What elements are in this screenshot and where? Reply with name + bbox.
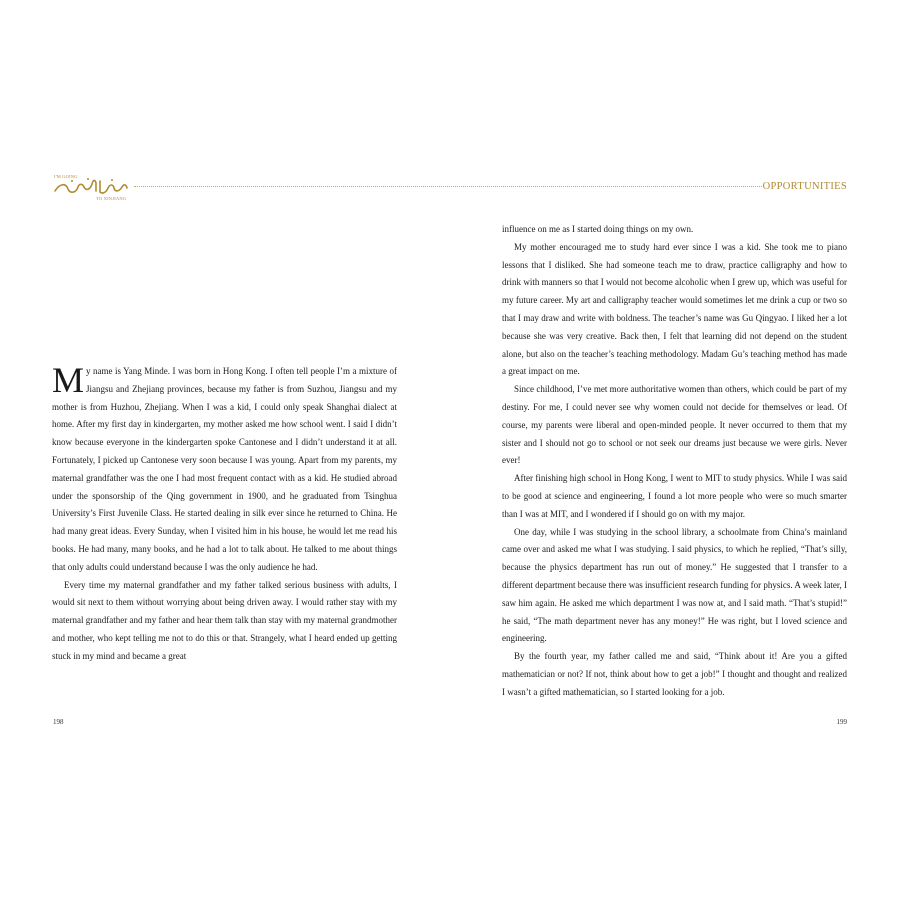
- page-number-left: 198: [53, 718, 64, 726]
- paragraph: My name is Yang Minde. I was born in Hong Kong. I often tell people I’m a mixture of Jiangsu and Zhejiang provinces, because my father is from Suzhou, Jiangsu and my mother is from Huzhou, Zhejiang. When I was a kid, I could only speak Shanghai dialect at home. After my first day in kindergarten, my mother asked me how school went. I said I didn’t know because everyone in the kindergarten spoke Cantonese and I didn’t understand it at all. Fortunately, I picked up Cantonese very soon because I was young. Apart from my parents, my maternal grandfather was the one I had most frequent contact with as a kid. He studied abroad under the sponsorship of the Qing government in 1900, and he graduated from Tsinghua University’s First Juvenile Class. He started dealing in silk ever since he returned to China. He had many great ideas. Every Sunday, when I visited him in his house, he would let me read his books. He had many, many books, and he had a lot to talk about. He talked to me about things that only adults could understand because I was the only audience he had.: [52, 360, 397, 572]
- paragraph: By the fourth year, my father called me and said, “Think about it! Are you a gifted mathematician or not? If not, think about how to get a job!” I thought and thought and realized I wasn’t a gifted mathematician, so I started looking for a job.: [502, 651, 847, 697]
- right-page-text: [502, 221, 847, 702]
- paragraph: My mother encouraged me to study hard ever since I was a kid. She took me to piano lessons that I disliked. She had someone teach me to draw, practice calligraphy and how to drink with manners so that I would not become alcoholic when I grew up, which was useful for my future career. My art and calligraphy teacher would sometimes let me drink a cup or two so that I may draw and write with boldness. The teacher’s name was Gu Qingyao. I liked her a lot because she was very creative. Back then, I felt that learning did not depend on the student alone, but also on the teacher’s teaching methodology. Madam Gu’s teaching method has made a great impact on me.: [502, 241, 847, 377]
- logo-top-text: I'M GOING: [54, 174, 78, 179]
- logo-bottom-text: TO XINJIANG: [96, 196, 127, 201]
- left-page-text: [52, 360, 397, 666]
- paragraph: Every time my maternal grandfather and my father talked serious business with adults, I would sit next to them without worrying about being driven away. I would rather stay with my maternal grandfather and my father and hear them talk than stay with my maternal grandmother and mother, who kept telling me not to do this or that. Strangely, what I heard ended up getting stuck in my mind and became a great: [52, 579, 397, 661]
- calligraphy-logo-icon: [52, 175, 130, 197]
- paragraph: One day, while I was studying in the school library, a schoolmate from China’s mainland came over and asked me what I was studying. I said physics, to which he replied, “That’s silly, because the physics department has run out of money.” He suggested that I transfer to a different department because there was insufficient research funding for physics. A week later, I saw him again. He asked me which department I was now at, and I said math. “That’s stupid!” he said, “The math department never has any money!” He was right, but I loved science and engineering.: [502, 526, 847, 644]
- paragraph: influence on me as I started doing things on my own.: [502, 224, 694, 234]
- header-dotted-rule: [134, 186, 762, 187]
- section-title: OPPORTUNITIES: [762, 181, 847, 192]
- book-logo: [52, 172, 132, 202]
- drop-cap: M: [52, 360, 85, 400]
- paragraph: Since childhood, I’ve met more authoritative women than others, which could be part of my destiny. For me, I could never see why women could not decide for themselves or lead. Of course, my parents were liberal and open-minded people. It never occurred to them that my sister and I should not go to school or not seek our dreams just because we were girls. Never ever!: [502, 384, 847, 466]
- paragraph: After finishing high school in Hong Kong, I went to MIT to study physics. While I was said to be good at science and engineering, I found a lot more people who were so much smarter than I was at MIT, and I wondered if I should go on with my major.: [502, 473, 847, 519]
- page-number-right: 199: [836, 718, 847, 726]
